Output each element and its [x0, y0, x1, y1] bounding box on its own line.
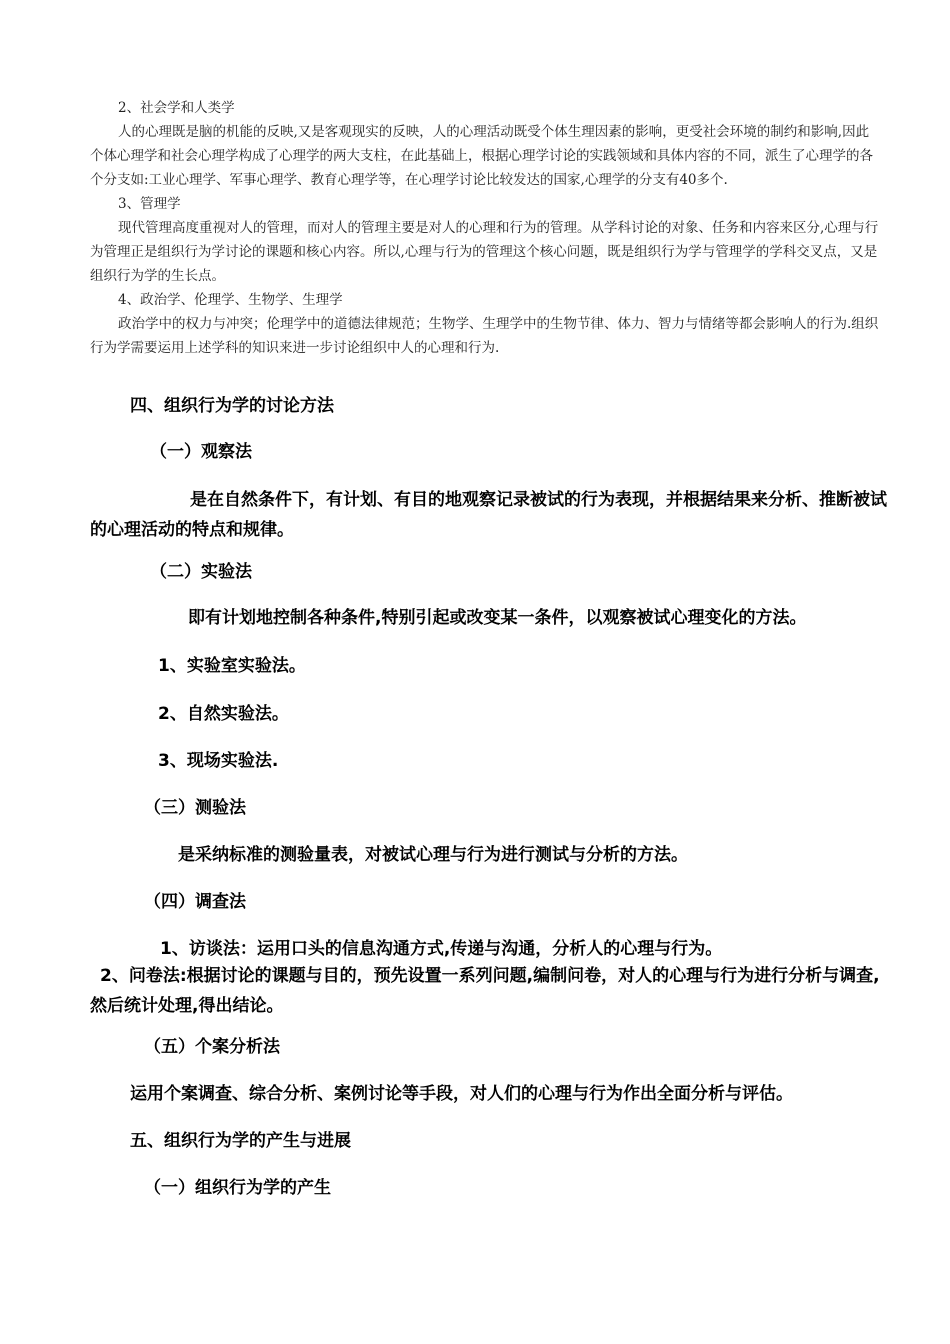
subheading-politics: 4、政治学、伦理学、生物学、生理学	[118, 292, 343, 308]
experiment-item-lab: 1、实验室实验法。	[158, 656, 306, 676]
section-title-development: 五、组织行为学的产生与进展	[130, 1131, 351, 1151]
method-title-survey: （四）调查法	[144, 892, 246, 912]
method-text-observation: 是在自然条件下，有计划、有目的地观察记录被试的行为表现，并根据结果来分析、推断被试的心理活动的特点和规律。	[90, 490, 887, 540]
method-title-case: （五）个案分析法	[144, 1037, 280, 1057]
subsection-title-origin: （一）组织行为学的产生	[144, 1178, 331, 1198]
experiment-item-natural: 2、自然实验法。	[158, 704, 289, 724]
method-title-test: （三）测验法	[144, 798, 246, 818]
experiment-item-field: 3、现场实验法.	[158, 751, 279, 771]
method-title-experiment: （二）实验法	[150, 562, 252, 582]
method-text-case: 运用个案调查、综合分析、案例讨论等手段，对人们的心理与行为作出全面分析与评估。	[130, 1084, 793, 1104]
subheading-sociology: 2、社会学和人类学	[118, 100, 235, 116]
paragraph-management: 现代管理高度重视对人的管理，而对人的管理主要是对人的心理和行为的管理。从学科讨论的对象、任务和内容来区分,心理与行为管理正是组织行为学讨论的课题和核心内容。所以,心理与行为的管理这个核心问题，既是组织行为学与管理学的学科交叉点，又是组织行为学的生长点。	[90, 220, 879, 284]
method-text-experiment: 即有计划地控制各种条件,特别引起或改变某一条件，以观察被试心理变化的方法。	[188, 608, 807, 628]
section-title-methods: 四、组织行为学的讨论方法	[130, 396, 334, 416]
related-disciplines-block	[90, 96, 880, 360]
paragraph-sociology: 人的心理既是脑的机能的反映,又是客观现实的反映，人的心理活动既受个体生理因素的影响，更受社会环境的制约和影响,因此个体心理学和社会心理学构成了心理学的两大支柱，在此基础上，根据心理学讨论的实践领域和具体内容的不同，派生了心理学的各个分支如:工业心理学、军事心理学、教育心理学等，在心理学讨论比较发达的国家,心理学的分支有40多个.	[90, 124, 873, 188]
method-title-observation: （一）观察法	[150, 442, 252, 462]
survey-item-questionnaire: 2、问卷法:根据讨论的课题与目的，预先设置一系列问题,编制问卷，对人的心理与行为进行分析与调查,然后统计处理,得出结论。	[90, 966, 880, 1016]
subheading-management: 3、管理学	[118, 196, 181, 212]
method-text-test: 是采纳标准的测验量表，对被试心理与行为进行测试与分析的方法。	[178, 845, 688, 865]
survey-item-interview: 1、访谈法：运用口头的信息沟通方式,传递与沟通，分析人的心理与行为。	[160, 939, 723, 959]
paragraph-politics: 政治学中的权力与冲突；伦理学中的道德法律规范；生物学、生理学中的生物节律、体力、智力与情绪等都会影响人的行为.组织行为学需要运用上述学科的知识来进一步讨论组织中人的心理和行为.	[90, 316, 879, 356]
